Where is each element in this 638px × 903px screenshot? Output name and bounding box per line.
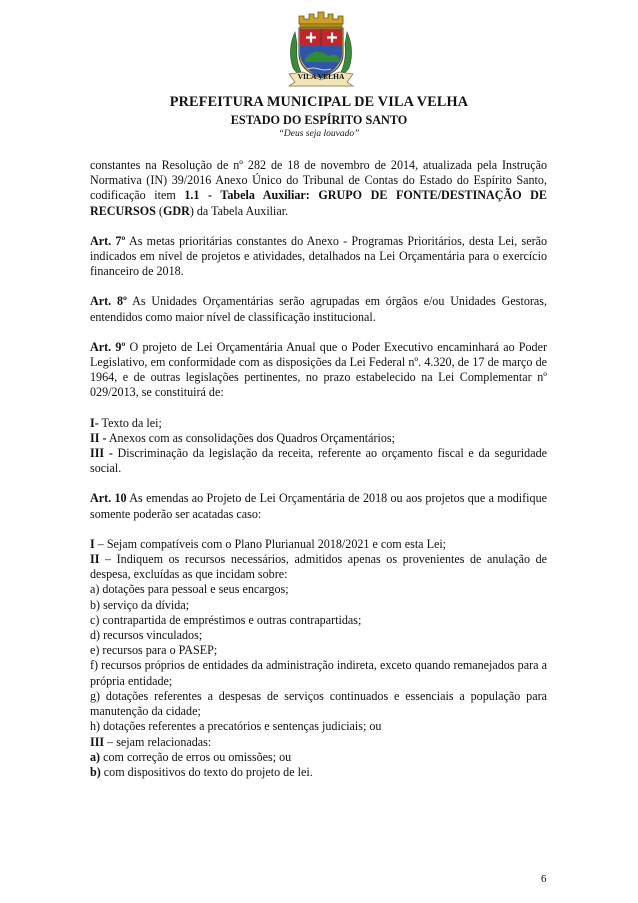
list-item: I- Texto da lei; xyxy=(90,415,162,430)
page-title: PREFEITURA MUNICIPAL DE VILA VELHA xyxy=(169,94,469,110)
list-item: b) serviço da dívida; xyxy=(90,597,190,612)
article-10: Art. 10 As emendas ao Projeto de Lei Orçamentária de 2018 ou aos projetos que a modifique somente poderão ser acatadas caso: xyxy=(90,491,547,521)
list-item: III - Discriminação da legislação da receita, referente ao orçamento fiscal e da seguridade social. xyxy=(90,446,548,476)
article-7: Art. 7º As metas prioritárias constantes do Anexo - Programas Prioritários, desta Lei, serão indicados em nível de projetos e atividades, detalhados na Lei Orçamentária para o exercício financeiro de 2018. xyxy=(90,233,548,279)
article-9: Art. 9º O projeto de Lei Orçamentária Anual que o Poder Executivo encaminhará ao Poder Legislativo, em conformidade com as disposições da Lei Federal nº. 4.320, de 17 de março de 1964, e de outras legislações pertinentes, no prazo estabelecido na Lei Complementar nº 029/2013, se constituirá de: xyxy=(90,339,548,400)
list-item: I – Sejam compatíveis com o Plano Plurianual 2018/2021 e com esta Lei; xyxy=(90,536,447,551)
list-item: c) contrapartida de empréstimos e outras contrapartidas; xyxy=(90,612,362,627)
list-item: a) com correção de erros ou omissões; ou xyxy=(90,749,292,764)
article-8: Art. 8º As Unidades Orçamentárias serão agrupadas em órgãos e/ou Unidades Gestoras, entendidos como maior nível de classificação institucional. xyxy=(90,294,547,324)
crest-caption: VILA VELHA xyxy=(297,72,345,81)
list-item: d) recursos vinculados; xyxy=(90,628,203,643)
list-item: g) dotações referentes a despesas de serviços continuados e essenciais a população para manutenção da cidade; xyxy=(90,688,547,719)
document-body xyxy=(90,158,547,795)
list-item: e) recursos para o PASEP; xyxy=(90,643,218,658)
list-item: f) recursos próprios de entidades da administração indireta, exceto quando remanejados para a própria entidade; xyxy=(90,658,547,688)
list-item: II - Anexos com as consolidações dos Quadros Orçamentários; xyxy=(90,430,395,445)
list-item: b) com dispositivos do texto do projeto de lei. xyxy=(90,764,313,779)
article-9-items xyxy=(90,416,547,477)
list-item: II – Indiquem os recursos necessários, admitidos apenas os provenientes de anulação de despesa, excluídas as que incidam sobre: xyxy=(90,552,547,582)
article-10-items xyxy=(90,537,547,780)
page-number: 6 xyxy=(541,873,547,885)
list-item: h) dotações referentes a precatórios e sentenças judiciais; ou xyxy=(90,719,382,734)
intro-paragraph: constantes na Resolução de nº 282 de 18 de novembro de 2014, atualizada pela Instrução Normativa (IN) 39/2016 Anexo Único do Tribunal de Contas do Estado do Espírito Santo, codificação item 1.1 - Tabela Auxiliar: GRUPO DE FONTE/DESTINAÇÃO DE RECURSOS (GDR) da Tabela Auxiliar. xyxy=(90,158,547,218)
page-subtitle: ESTADO DO ESPÍRITO SANTO xyxy=(230,113,408,127)
list-item: III – sejam relacionadas: xyxy=(90,734,212,749)
list-item: a) dotações para pessoal e seus encargos; xyxy=(90,582,289,597)
motto: “Deus seja louvado” xyxy=(278,129,360,139)
